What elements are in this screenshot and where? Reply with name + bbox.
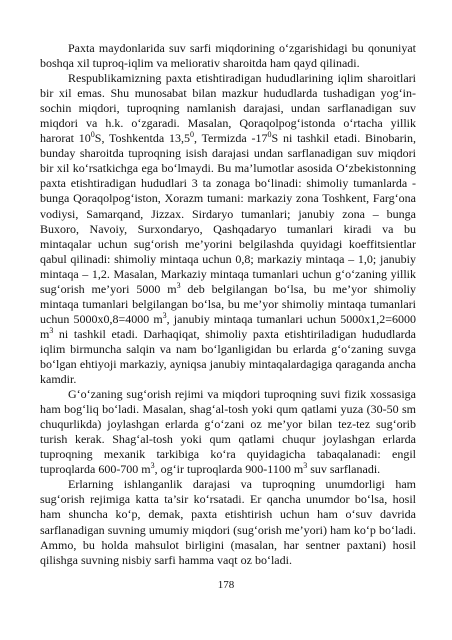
text-segment: suv sarflanadi. [307, 462, 381, 477]
superscript: 3 [49, 325, 54, 335]
text-segment: G‘o‘zaning sug‘orish rejimi va miqdori tuproqning suvi fizik xossasiga ham bog‘liq bo‘ladi. Masalan, shag‘al-tosh yoki qum qatlami yuza (30-50 sm chuqurlikda) joylashgan erlarda g‘o‘zani oz me’yor bilan tez-tez sug‘orib turish kerak. Shag‘al-tosh yoki qum qatlami chuqur joylashgan erlarda tuproqning mexanik tarkibiga ko‘ra quyidagicha tabaqalanadi: engil tuproqlarda 600-700 m [40, 387, 416, 477]
text-segment: , og‘ir tuproqlarda 900-1100 m [154, 462, 304, 477]
text-segment: S ni tashkil etadi. Binobarin, bunday sharoitda tuproqning isish darajasi undan sarflanadigan suv miqdori bir xil ko‘rsatkichga ega bo‘lmaydi. Bu ma’lumotlar asosida O‘zbekistonning paxta etishtiradigan hududlari 3 ta zonaga bo‘linadi: shimoliy tumanlarda - bunga Qoraqolpog‘iston, Xorazm tumani: markaziy zona Toshkent, Farg‘ona vodiysi, Samarqand, Jizzax. Sirdaryo tumanlari; janubiy zona – bunga Buxoro, Navoiy, Surxondaryo, Qashqadaryo tumanlari kiradi va bu mintaqalar uchun sug‘orish me’yorini belgilashda quyidagi koeffitsientlar qabul qilinadi: shimoliy mintaqa uchun 0,8; markaziy mintaqa – 1,0; janubiy mintaqa – 1,2. Masalan, Markaziy mintaqa tumanlari uchun g‘o‘zaning yillik sug‘orish me’yori 5000 m [40, 131, 417, 296]
text-segment: , Termizda -17 [193, 131, 268, 146]
text-segment: Erlarning ishlanganlik darajasi va tuproqning unumdorligi ham sug‘orish rejimiga katta ta’sir ko‘rsatadi. Er qancha unumdor bo‘lsa, hosil ham shuncha ko‘p, demak, paxta etishtirish uchun ham o‘suv davrida sarflanadigan suvning umumiy miqdori (sug‘orish me’yori) ham ko‘p bo‘ladi. Ammo, bu holda mahsulot birligini (masalan, har sentner paxtani) hosil qilishga suvning nisbiy sarfi hamma vaqt oz bo‘ladi. [40, 477, 416, 567]
paragraph-2 [40, 71, 416, 387]
text-segment: ni tashkil etadi. Darhaqiqat, shimoliy paxta etishtiriladigan hududlarda iqlim birmuncha salqin va nam bo‘lganligidan bu erlarda g‘o‘zaning suvga bo‘lgan ehtiyoji markaziy, ayniqsa janubiy mintaqalardagiga qaraganda ancha kamdir. [40, 326, 416, 387]
superscript: 3 [162, 310, 167, 320]
paragraph-3 [40, 387, 416, 477]
text-segment: Paxta maydonlarida suv sarfi miqdorining o‘zgarishidagi bu qonuniyat boshqa xil tuproq-iqlim va meliorativ sharoitda ham qayd qilinadi. [40, 41, 416, 71]
superscript: 0 [189, 130, 194, 140]
superscript: 0 [90, 130, 95, 140]
paragraph-4 [40, 477, 416, 567]
superscript: 3 [303, 461, 308, 471]
superscript: 0 [267, 130, 272, 140]
text-segment: Respublikamizning paxta etishtiradigan hududlarining iqlim sharoitlari bir xil emas. Shu munosabat bilan mazkur hududlarda tushadigan yog‘in-sochin miqdori, tuproqning namlanish darajasi, undan sarflanadigan suv miqdori va h.k. o‘zgaradi. Masalan, Qoraqolpog‘istonda o‘rtacha yillik harorat 10 [40, 71, 416, 146]
page-body [40, 41, 416, 568]
superscript: 3 [176, 280, 181, 290]
superscript: 3 [150, 461, 155, 471]
text-segment: , janubiy mintaqa tumanlari uchun 5000x1,2=6000 m [40, 311, 416, 341]
text-segment: S, Toshkentda 13,5 [94, 131, 190, 146]
text-segment: deb belgilangan bo‘lsa, bu me’yor shimoliy mintaqa tumanlari belgilangan bo‘lsa, bu me’yor shimoliy mintaqa tumanlari uchun 5000x0,8=4000 m [40, 281, 416, 326]
paragraph-1 [40, 41, 416, 71]
page-number: 178 [217, 579, 235, 591]
